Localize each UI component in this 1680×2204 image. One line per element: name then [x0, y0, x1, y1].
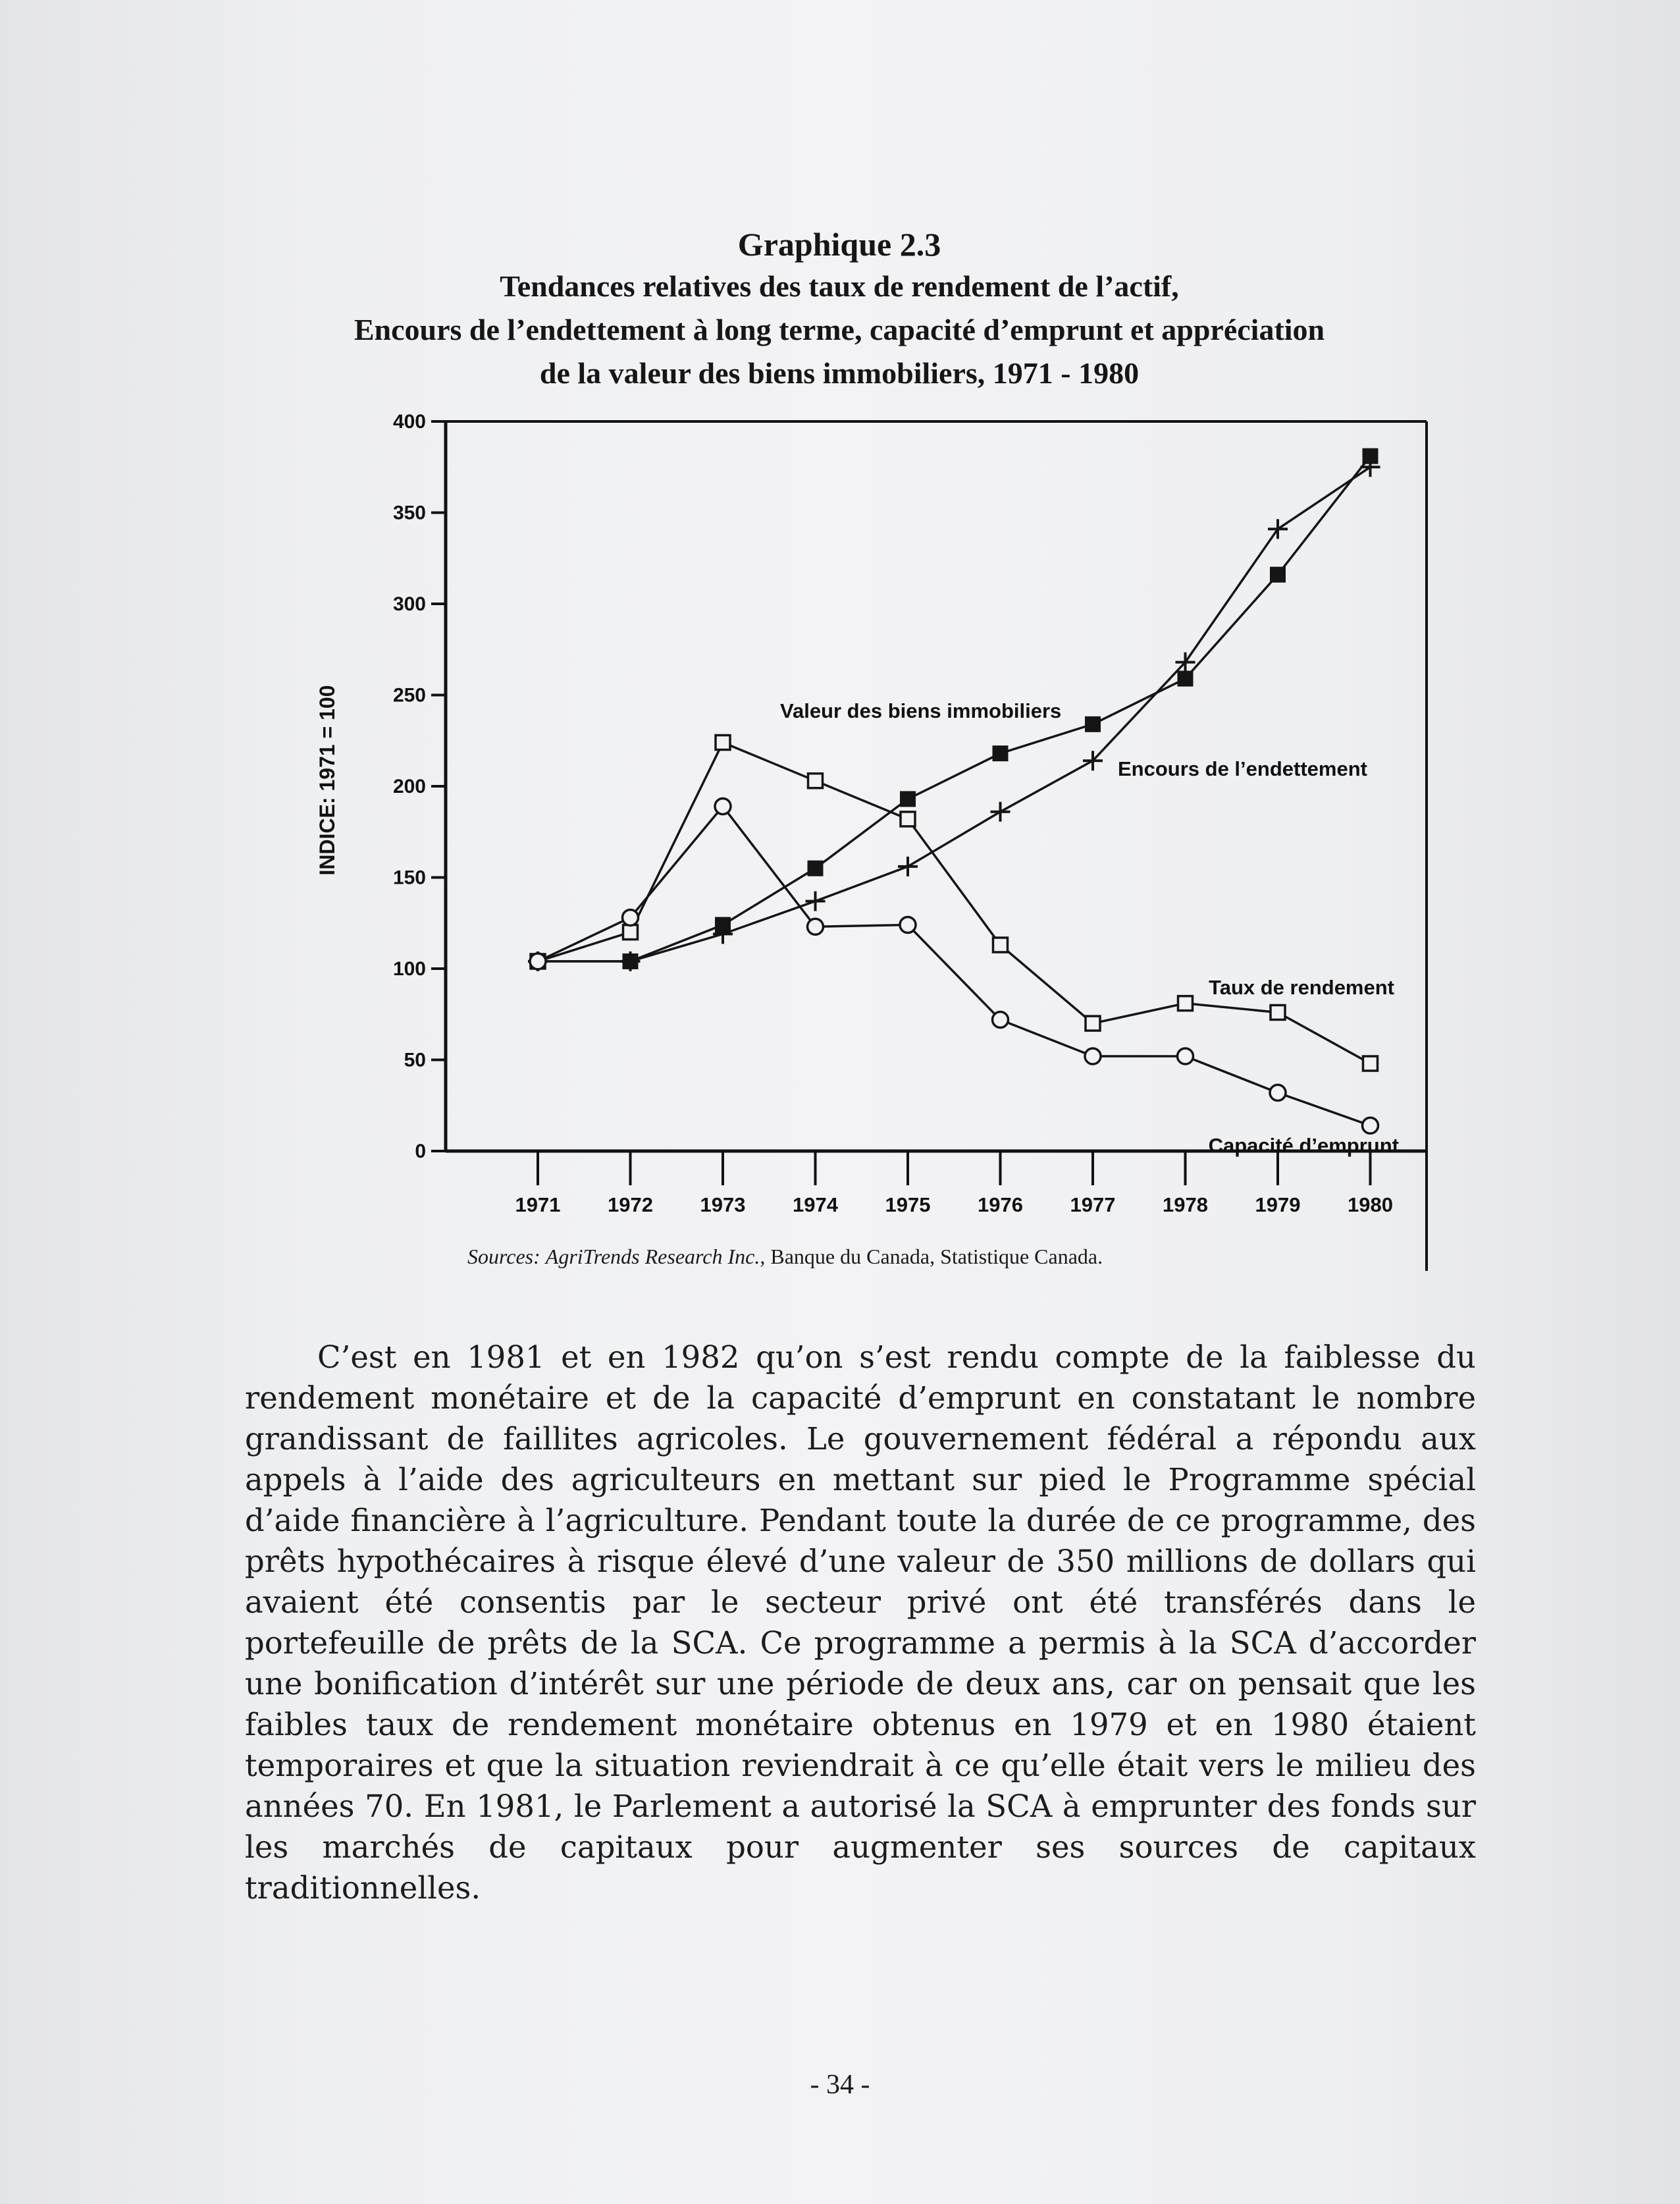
data-point	[993, 745, 1009, 761]
y-tick-label: 400	[392, 411, 426, 433]
x-tick-label: 1973	[700, 1193, 746, 1216]
data-point	[1363, 1056, 1378, 1071]
series-label-4: Capacité d’emprunt	[1208, 1134, 1399, 1157]
body-paragraph: C’est en 1981 et en 1982 qu’on s’est rendu compte de la faiblesse du rendement monétaire et de la capacité d’emprunt en constatant le nombre grandissant de faillites agricoles. Le gouvernement fédéral a répondu aux appels à l’aide des agriculteurs en mettant sur pied le Programme spécial d’aide financière à l’agriculture. Pendant toute la durée de ce programme, des prêts hypothécaires à risque élevé d’une valeur de 350 millions de dollars qui avaient été consentis par le secteur privé ont été transférés dans le portefeuille de prêts de la SCA. Ce programme a permis à la SCA d’accorder une bonification d’intérêt sur une période de deux ans, car on pensait que les faibles taux de rendement monétaire obtenus en 1979 et en 1980 étaient temporaires et que la situation reviendrait à ce qu’elle était vers le milieu des années 70. En 1981, le Parlement a autorisé la SCA à emprunter des fonds sur les marchés de capitaux pour augmenter ses sources de capitaux traditionnelles.	[245, 1339, 1476, 1906]
figure-number: Graphique 2.3	[737, 226, 941, 263]
figure-title-line-3: de la valeur des biens immobiliers, 1971 - 1980	[539, 356, 1140, 390]
x-tick-label: 1972	[608, 1193, 653, 1216]
data-point	[900, 917, 916, 933]
data-point	[898, 857, 918, 876]
x-tick-label: 1976	[978, 1193, 1023, 1216]
x-tick-label: 1978	[1163, 1193, 1208, 1216]
data-point	[530, 954, 546, 969]
page-number: - 34 -	[810, 2070, 870, 2100]
series-line	[538, 743, 1371, 1064]
data-point	[993, 1012, 1009, 1028]
data-point	[808, 774, 823, 788]
x-tick-label: 1979	[1255, 1193, 1301, 1216]
data-point	[1270, 567, 1286, 583]
data-point	[808, 919, 824, 934]
data-point	[808, 861, 824, 876]
y-tick-label: 100	[392, 958, 426, 980]
series-4	[530, 798, 1378, 1133]
data-point	[900, 791, 916, 807]
body-text	[245, 1337, 1476, 1908]
figure-title-line-1: Tendances relatives des taux de rendement de l’actif,	[500, 269, 1179, 303]
y-tick-label: 350	[392, 502, 426, 524]
y-tick-label: 200	[392, 776, 426, 797]
x-tick-label: 1974	[793, 1193, 838, 1216]
data-point	[715, 798, 731, 814]
y-tick-label: 0	[415, 1141, 426, 1162]
y-tick-label: 150	[392, 867, 426, 889]
sources-agritrends: AgriTrends Research Inc.,	[545, 1245, 766, 1268]
y-axis	[393, 411, 446, 1162]
series-labels	[780, 699, 1399, 1157]
data-point	[1085, 1048, 1101, 1064]
data-point	[1178, 996, 1193, 1011]
data-point	[991, 802, 1011, 822]
series-label-1: Valeur des biens immobiliers	[780, 699, 1062, 722]
data-point	[623, 909, 639, 925]
data-point	[1271, 1005, 1285, 1019]
data-point	[1178, 671, 1194, 687]
series-3	[531, 736, 1378, 1071]
data-point	[901, 812, 915, 826]
figure-sources	[467, 1245, 1103, 1269]
data-point	[1086, 1016, 1100, 1031]
x-tick-label: 1980	[1348, 1193, 1393, 1216]
sources-rest: Banque du Canada, Statistique Canada.	[765, 1245, 1103, 1268]
data-point	[1268, 519, 1288, 539]
y-axis-label: INDICE: 1971 = 100	[315, 685, 339, 876]
data-point	[1178, 1048, 1194, 1064]
x-tick-label: 1971	[515, 1193, 561, 1216]
series-label-2: Encours de l’endettement	[1118, 757, 1367, 780]
y-tick-label: 250	[392, 684, 426, 707]
y-tick-label: 300	[392, 593, 426, 615]
series-group	[528, 448, 1380, 1134]
data-point	[623, 925, 638, 940]
sources-label: Sources:	[467, 1245, 540, 1268]
data-point	[806, 892, 826, 911]
series-label-3: Taux de rendement	[1209, 976, 1394, 999]
data-point	[993, 938, 1008, 952]
x-axis	[515, 1151, 1393, 1216]
figure-title-line-2: Encours de l’endettement à long terme, capacité d’emprunt et appréciation	[354, 313, 1325, 346]
x-tick-label: 1975	[885, 1193, 931, 1216]
data-point	[1085, 716, 1101, 732]
y-tick-label: 50	[404, 1049, 426, 1071]
data-point	[1270, 1085, 1286, 1100]
data-point	[1363, 1117, 1378, 1133]
data-point	[716, 736, 730, 750]
series-line	[538, 806, 1371, 1125]
x-tick-label: 1977	[1070, 1193, 1116, 1216]
